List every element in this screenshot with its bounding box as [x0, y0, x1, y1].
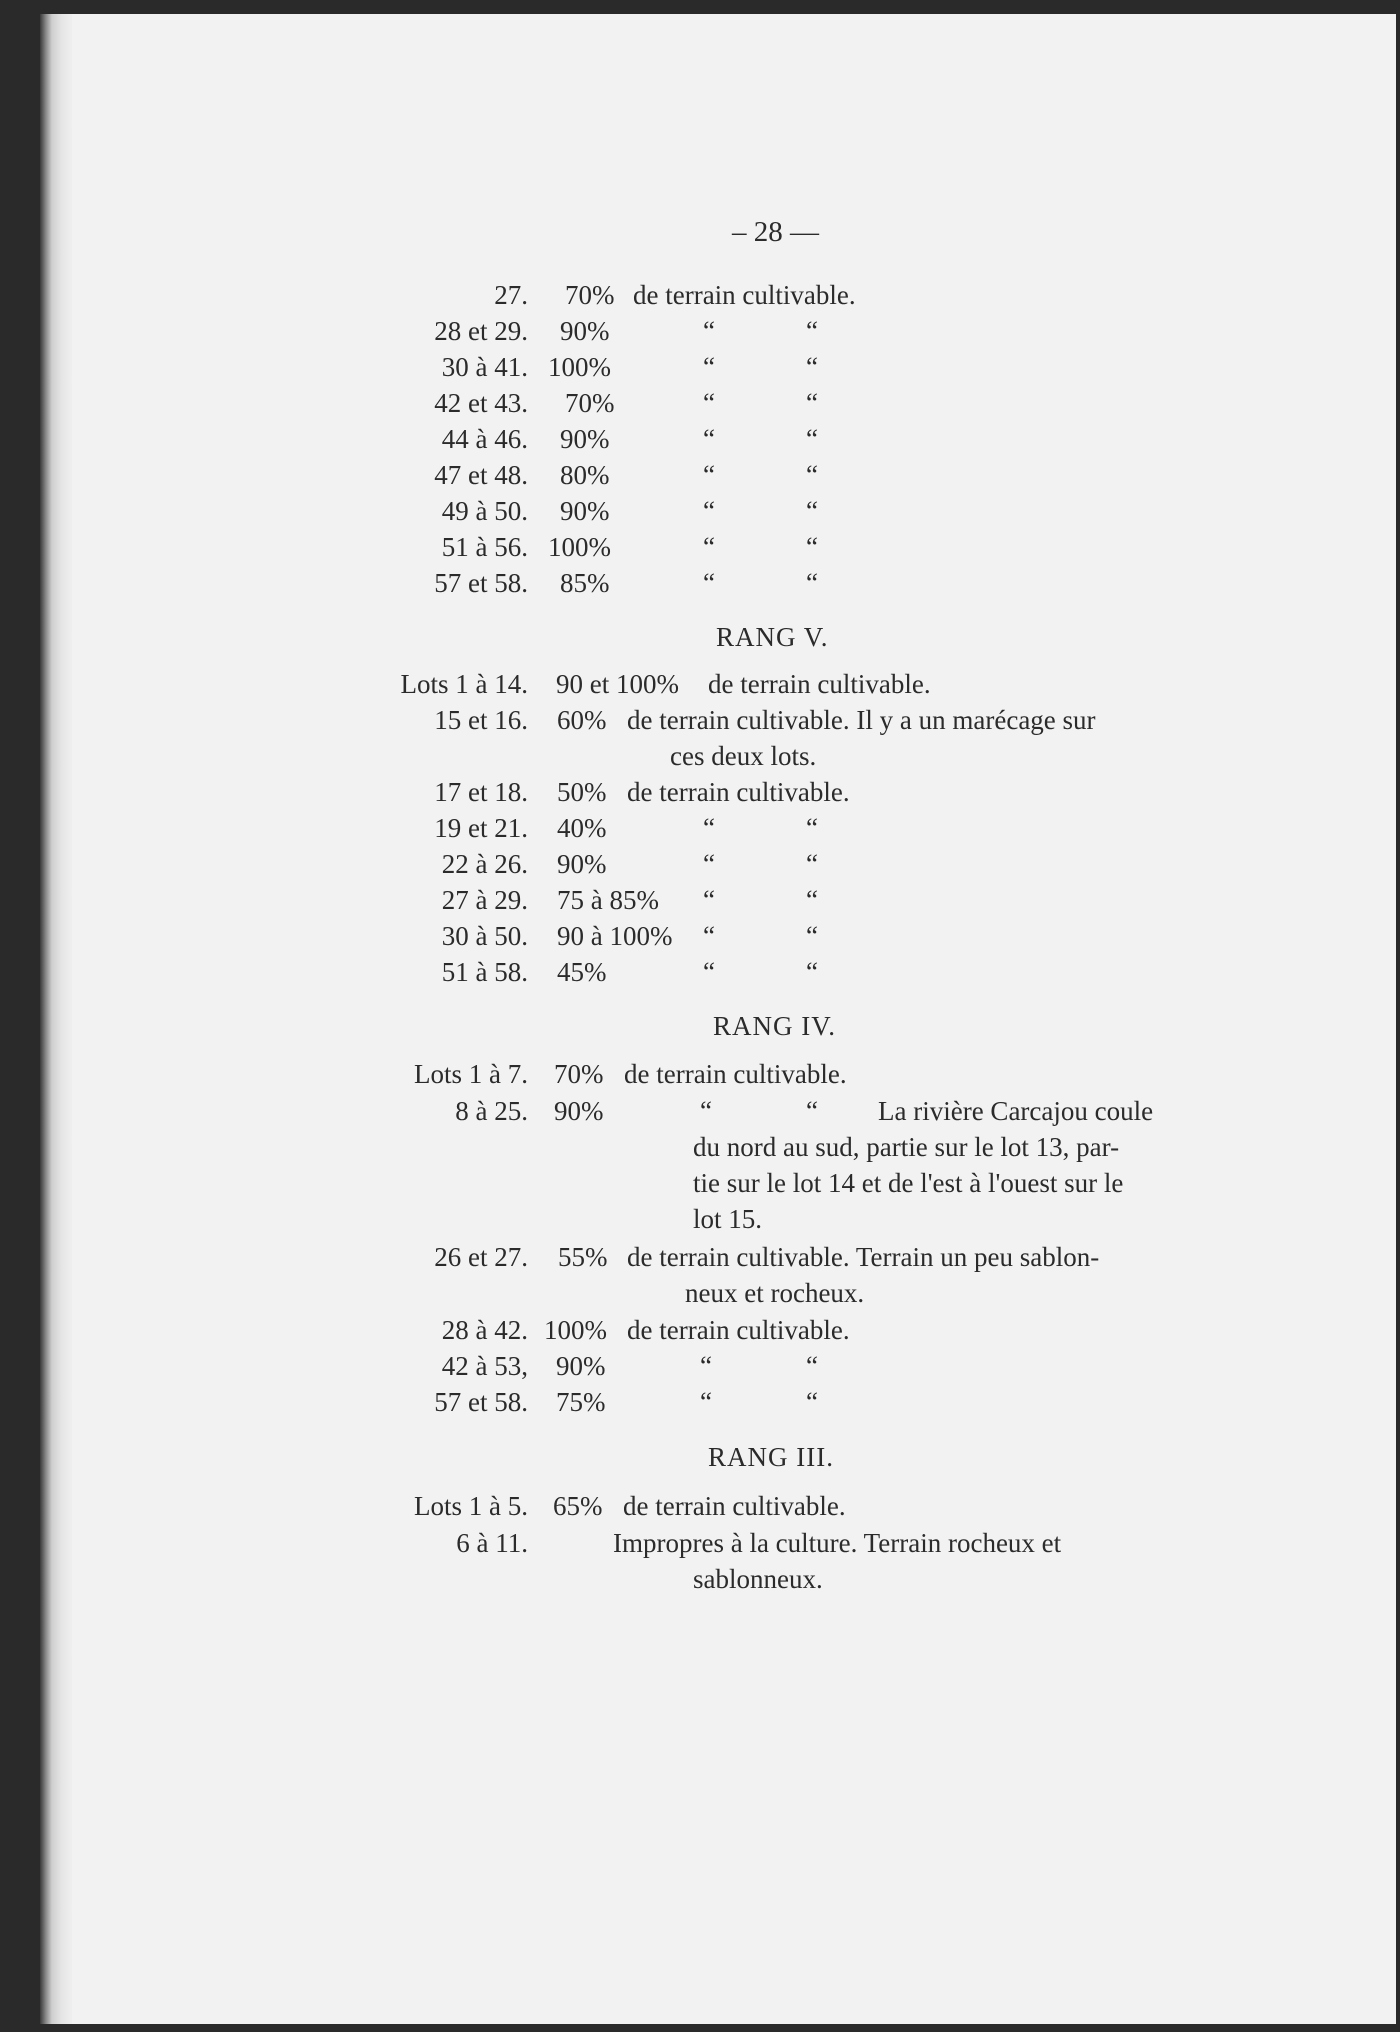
percent-value: 60%: [557, 705, 607, 735]
ditto-mark: “: [806, 1387, 818, 1417]
lot-label: 30 à 41.: [441, 352, 528, 382]
row-text: de terrain cultivable.: [623, 1491, 846, 1521]
ditto-mark: “: [703, 813, 715, 843]
lot-label: Lots 1 à 5.: [414, 1491, 528, 1521]
section-heading: RANG IV.: [713, 1011, 837, 1041]
lot-label: 26 et 27.: [434, 1242, 528, 1272]
ditto-mark: “: [703, 352, 715, 382]
row-text: La rivière Carcajou coule: [878, 1096, 1154, 1126]
percent-value: 65%: [553, 1491, 603, 1521]
section-heading: RANG III.: [708, 1442, 834, 1472]
ditto-mark: “: [806, 388, 818, 418]
ditto-mark: “: [703, 849, 715, 879]
page-stack-edge: [40, 14, 72, 2024]
percent-value: 75 à 85%: [557, 885, 659, 915]
lot-label: 28 et 29.: [434, 316, 528, 346]
percent-value: 45%: [557, 957, 607, 987]
row-text: de terrain cultivable.: [627, 777, 850, 807]
ditto-mark: “: [703, 388, 715, 418]
lot-label: 51 à 58.: [441, 957, 528, 987]
ditto-mark: “: [806, 424, 818, 454]
row-text: de terrain cultivable.: [708, 669, 931, 699]
ditto-mark: “: [806, 957, 818, 987]
row-text: Impropres à la culture. Terrain rocheux et: [613, 1528, 1062, 1558]
ditto-mark: “: [806, 496, 818, 526]
row-text: de terrain cultivable.: [627, 1315, 850, 1345]
lot-label: 57 et 58.: [434, 1387, 528, 1417]
percent-value: 75%: [556, 1387, 606, 1417]
lot-label: Lots 1 à 14.: [400, 669, 528, 699]
lot-label: 44 à 46.: [441, 424, 528, 454]
row-text: de terrain cultivable.: [633, 280, 856, 310]
ditto-mark: “: [703, 496, 715, 526]
ditto-mark: “: [806, 849, 818, 879]
percent-value: 70%: [565, 280, 615, 310]
percent-value: 90%: [560, 424, 610, 454]
page-number: – 28 —: [732, 216, 819, 248]
row-text-continuation: sablonneux.: [693, 1564, 823, 1594]
ditto-mark: “: [703, 921, 715, 951]
percent-value: 90%: [560, 316, 610, 346]
ditto-mark: “: [700, 1387, 712, 1417]
lot-label: 51 à 56.: [441, 532, 528, 562]
row-text-continuation: ces deux lots.: [670, 741, 817, 771]
lot-label: 19 et 21.: [434, 813, 528, 843]
percent-value: 85%: [560, 568, 610, 598]
ditto-mark: “: [703, 568, 715, 598]
lot-label: 22 à 26.: [441, 849, 528, 879]
ditto-mark: “: [806, 460, 818, 490]
row-text-continuation: neux et rocheux.: [685, 1278, 865, 1308]
ditto-mark: “: [806, 1351, 818, 1381]
percent-value: 40%: [557, 813, 607, 843]
percent-value: 90%: [556, 1351, 606, 1381]
ditto-mark: “: [806, 352, 818, 382]
lot-label: 27 à 29.: [441, 885, 528, 915]
percent-value: 90 et 100%: [556, 669, 679, 699]
percent-value: 90%: [557, 849, 607, 879]
lot-label: 28 à 42.: [441, 1315, 528, 1345]
row-text-continuation: lot 15.: [693, 1204, 763, 1234]
lot-label: 42 et 43.: [434, 388, 528, 418]
ditto-mark: “: [703, 316, 715, 346]
ditto-mark: “: [700, 1351, 712, 1381]
ditto-mark: “: [806, 1096, 818, 1126]
lot-label: 49 à 50.: [441, 496, 528, 526]
scan-top-border: [0, 0, 1400, 14]
percent-value: 50%: [557, 777, 607, 807]
percent-value: 100%: [548, 352, 611, 382]
lot-label: 57 et 58.: [434, 568, 528, 598]
row-text-continuation: du nord au sud, partie sur le lot 13, par-: [693, 1132, 1120, 1162]
percent-value: 100%: [544, 1315, 607, 1345]
ditto-mark: “: [806, 813, 818, 843]
ditto-mark: “: [703, 424, 715, 454]
percent-value: 70%: [565, 388, 615, 418]
row-text-continuation: tie sur le lot 14 et de l'est à l'ouest sur le: [693, 1168, 1124, 1198]
row-text: de terrain cultivable. Terrain un peu sablon-: [627, 1242, 1100, 1272]
percent-value: 100%: [548, 532, 611, 562]
row-text: de terrain cultivable.: [624, 1059, 847, 1089]
lot-label: 15 et 16.: [434, 705, 528, 735]
lot-label: Lots 1 à 7.: [414, 1059, 528, 1089]
ditto-mark: “: [703, 532, 715, 562]
percent-value: 90 à 100%: [557, 921, 673, 951]
lot-label: 27.: [494, 280, 528, 310]
row-text: de terrain cultivable. Il y a un marécage sur: [627, 705, 1096, 735]
lot-label: 17 et 18.: [434, 777, 528, 807]
lot-label: 30 à 50.: [441, 921, 528, 951]
percent-value: 55%: [558, 1242, 608, 1272]
ditto-mark: “: [806, 532, 818, 562]
percent-value: 90%: [554, 1096, 604, 1126]
percent-value: 90%: [560, 496, 610, 526]
ditto-mark: “: [806, 316, 818, 346]
ditto-mark: “: [703, 957, 715, 987]
lot-label: 42 à 53,: [441, 1351, 528, 1381]
percent-value: 70%: [554, 1059, 604, 1089]
ditto-mark: “: [703, 885, 715, 915]
lot-label: 47 et 48.: [434, 460, 528, 490]
ditto-mark: “: [703, 460, 715, 490]
ditto-mark: “: [806, 568, 818, 598]
lot-label: 6 à 11.: [456, 1528, 528, 1558]
ditto-mark: “: [806, 921, 818, 951]
lot-label: 8 à 25.: [455, 1096, 528, 1126]
ditto-mark: “: [700, 1096, 712, 1126]
ditto-mark: “: [806, 885, 818, 915]
section-heading: RANG V.: [716, 622, 829, 652]
percent-value: 80%: [560, 460, 610, 490]
